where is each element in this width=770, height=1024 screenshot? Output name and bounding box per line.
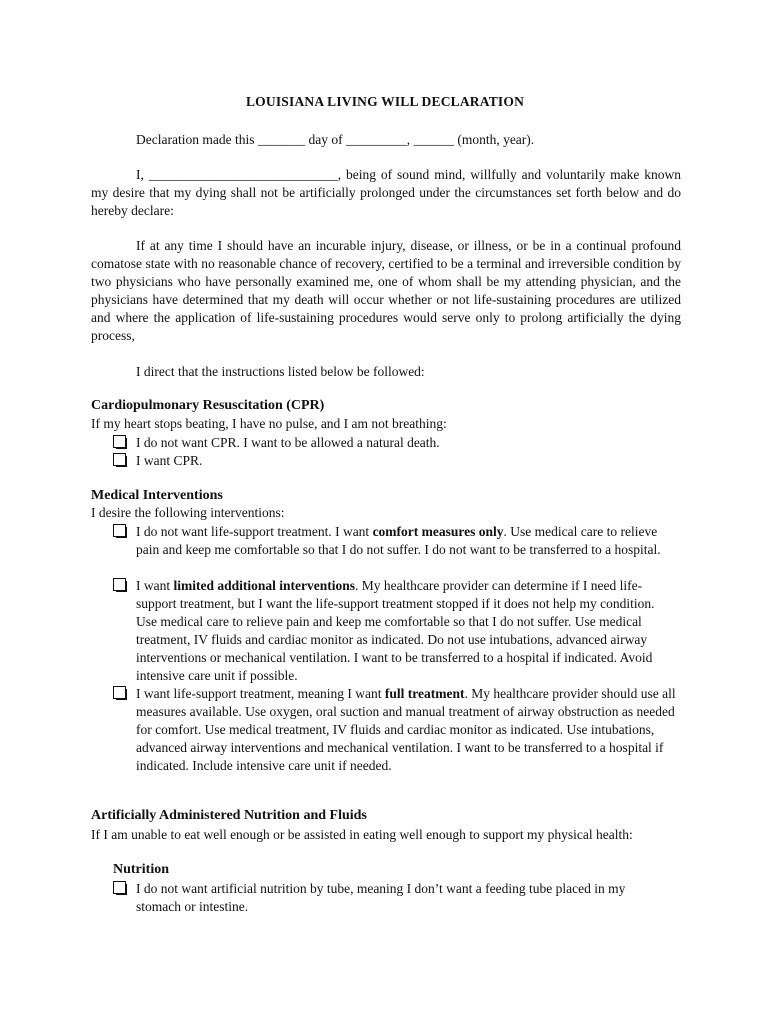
condition-paragraph: If at any time I should have an incurable injury, disease, or illness, or be in a continual profound comatose state with no reasonable chance of recovery, certified to be a terminal and irreversible condition by two physicians who have personally examined me, one of whom shall be my attending physician, and the physicians have determined that my death will occur whether or not life-sustaining procedures are utilized and where the application of life-sustaining procedures would serve only to prolong artificially the dying process, (91, 238, 681, 343)
option-label: I want CPR. (136, 453, 203, 468)
interventions-lead: I desire the following interventions: (91, 505, 285, 520)
intervention-option-full (113, 685, 683, 775)
checkbox[interactable] (113, 881, 126, 894)
cpr-lead: If my heart stops beating, I have no pulse, and I am not breathing: (91, 416, 447, 431)
intro-paragraph: I, ____________________________, being of sound mind, willfully and voluntarily make known my desire that my dying shall not be artificially prolonged under the circumstances set forth below and do hereby declare: (91, 167, 681, 218)
cpr-heading: Cardiopulmonary Resuscitation (CPR) (91, 398, 325, 413)
intervention-option-limited (113, 577, 678, 685)
checkbox[interactable] (113, 524, 126, 537)
checkbox[interactable] (113, 578, 126, 591)
cpr-option-no-cpr (113, 434, 693, 452)
option-label: I do not want CPR. I want to be allowed a natural death. (136, 435, 440, 450)
interventions-heading: Medical Interventions (91, 488, 223, 503)
option-label: I want limited additional interventions. My healthcare provider can determine if I need life-support treatment, but I want the life-support treatment stopped if it does not help my condition. Use medical care to relieve pain and keep me comfortable so that I do not suffer. Use medical treatment, IV fluids and cardiac monitor as indicated. Do not use intubations, advanced airway interventions or mechanical ventilation. I want to be transferred to a hospital if indicated. Avoid intensive care unit if possible. (136, 578, 655, 683)
nutrition-fluids-heading: Artificially Administered Nutrition and Fluids (91, 808, 367, 823)
checkbox[interactable] (113, 435, 126, 448)
document-title: LOUISIANA LIVING WILL DECLARATION (245, 94, 525, 109)
nutrition-option-no-tube (113, 880, 673, 916)
checkbox[interactable] (113, 453, 126, 466)
direct-line: I direct that the instructions listed below be followed: (136, 364, 425, 379)
nutrition-fluids-lead: If I am unable to eat well enough or be assisted in eating well enough to support my physical health: (91, 827, 633, 842)
intervention-option-comfort (113, 523, 678, 559)
option-label: I do not want artificial nutrition by tube, meaning I don’t want a feeding tube placed in my stomach or intestine. (136, 881, 626, 914)
nutrition-subheading: Nutrition (113, 862, 169, 877)
option-label: I want life-support treatment, meaning I want full treatment. My healthcare provider should use all measures available. Use oxygen, oral suction and manual treatment of airway obstruction as needed for comfort. Use medical treatment, IV fluids and cardiac monitor as indicated. Use intubations, advanced airway interventions and mechanical ventilation. I want to be transferred to a hospital if indicated. Include intensive care unit if needed. (136, 686, 676, 773)
option-label: I do not want life-support treatment. I want comfort measures only. Use medical care to relieve pain and keep me comfortable so that I do not suffer. I do not want to be transferred to a hospital. (136, 524, 661, 557)
checkbox[interactable] (113, 686, 126, 699)
declaration-date-line: Declaration made this _______ day of _________, ______ (month, year). (136, 132, 535, 147)
cpr-option-want-cpr (113, 452, 693, 470)
